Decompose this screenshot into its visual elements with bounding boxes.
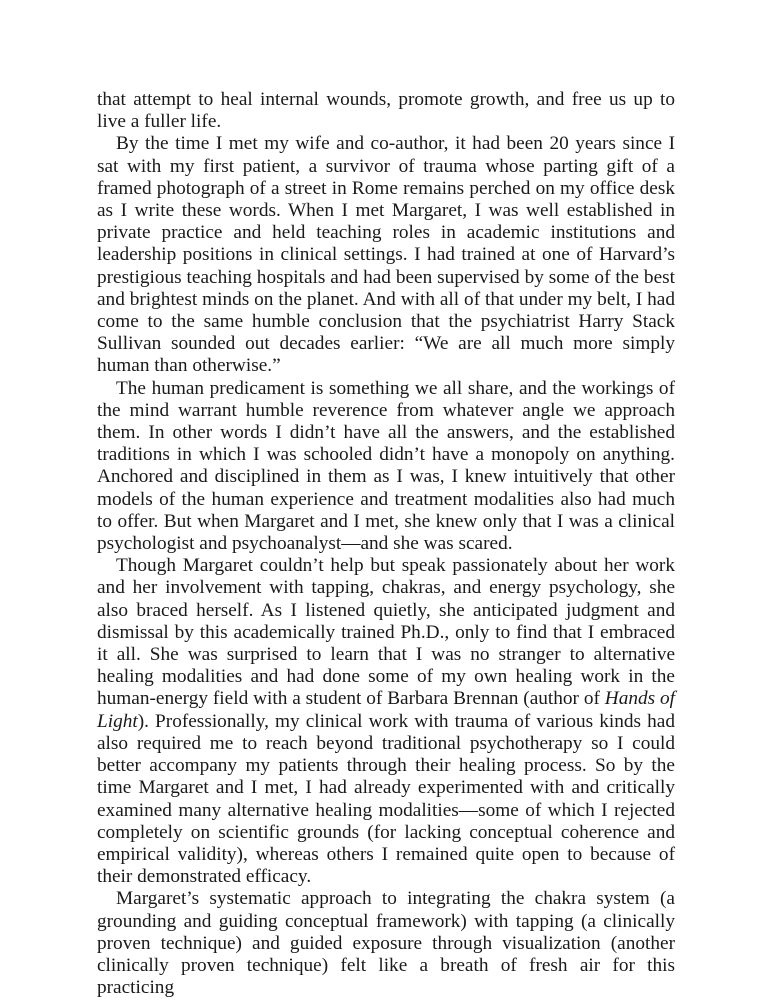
book-page-body xyxy=(97,89,675,999)
paragraph-systematic-approach: Margaret’s systematic approach to integrating the chakra system (a grounding and guiding conceptual framework) with tapping (a clinically proven technique) and guided exposure through visualization (another clinically proven technique) felt like a breath of fresh air for this practicing xyxy=(97,888,675,999)
paragraph-first-patient: By the time I met my wife and co-author, it had been 20 years since I sat with my first patient, a survivor of trauma whose parting gift of a framed photograph of a street in Rome remains perched on my office desk as I write these words. When I met Margaret, I was well established in private practice and held teaching roles in academic institutions and leadership positions in clinical settings. I had trained at one of Harvard’s prestigious teaching hospitals and had been supervised by some of the best and brightest minds on the planet. And with all of that under my belt, I had come to the same humble conclusion that the psychiatrist Harry Stack Sullivan sounded out decades earlier: “We are all much more simply human than otherwise.” xyxy=(97,133,675,377)
paragraph-text-after-title: ). Professionally, my clinical work with trauma of various kinds had also required me to reach beyond traditional psychotherapy so I could better accompany my patients through their healing process. So by the time Margaret and I met, I had already experimented with and critically examined many alternative healing modalities—some of which I rejected completely on scientific grounds (for lacking conceptual coherence and empirical validity), whereas others I remained quite open to because of their demonstrated efficacy. xyxy=(97,710,675,888)
paragraph-continued: that attempt to heal internal wounds, promote growth, and free us up to live a fuller life. xyxy=(97,89,675,133)
paragraph-margaret-braced xyxy=(97,555,675,888)
paragraph-human-predicament: The human predicament is something we all share, and the workings of the mind warrant humble reverence from whatever angle we approach them. In other words I didn’t have all the answers, and the established traditions in which I was schooled didn’t have a monopoly on anything. Anchored and disciplined in them as I was, I knew intuitively that other models of the human experience and treatment modalities also had much to offer. But when Margaret and I met, she knew only that I was a clinical psychologist and psychoanalyst—and she was scared. xyxy=(97,377,675,555)
paragraph-text-before-title: Though Margaret couldn’t help but speak passionately about her work and her involvement with tapping, chakras, and energy psychology, she also braced herself. As I listened quietly, she anticipated judgment and dismissal by this academically trained Ph.D., only to find that I embraced it all. She was surprised to learn that I was no stranger to alternative healing modalities and had done some of my own healing work in the human-energy field with a student of Barbara Brennan (author of xyxy=(97,555,675,710)
book-title-italic: Hands of Light xyxy=(97,688,676,732)
